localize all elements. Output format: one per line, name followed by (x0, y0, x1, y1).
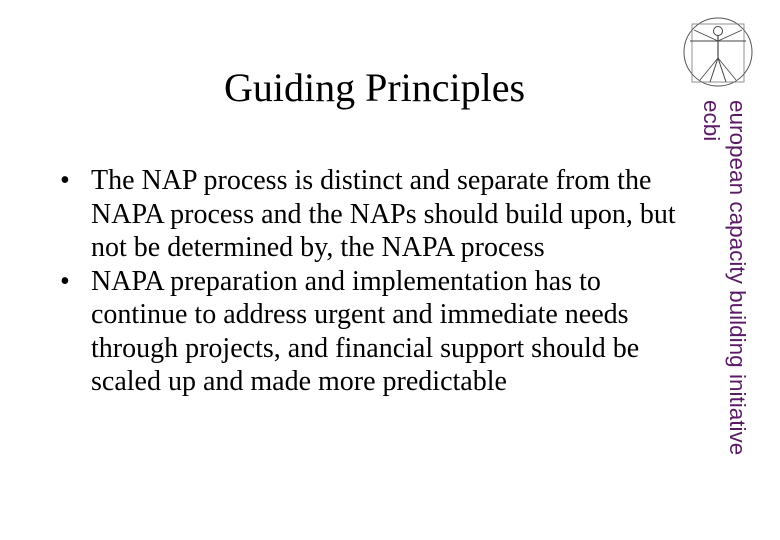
org-sidebar (670, 100, 750, 520)
slide-title: Guiding Principles (224, 65, 526, 110)
bullet-marker: • (60, 265, 70, 297)
bullet-text: NAPA preparation and implementation has to continue to address urgent and immediate needs through projects, and financial support should be scaled up and made more predictable (91, 265, 640, 397)
bullet-list (60, 164, 700, 399)
vitruvian-man-icon (680, 14, 756, 90)
bullet-marker: • (60, 165, 70, 196)
org-acronym: ecbi (699, 100, 724, 142)
bullet-item (60, 164, 700, 265)
bullet-text: The NAP process is distinct and separate from the NAPA process and the NAPs should build upon, but not be determined by, the NAPA process (91, 165, 676, 263)
bullet-item (60, 265, 700, 399)
org-name: european capacity building initiative (725, 100, 750, 456)
